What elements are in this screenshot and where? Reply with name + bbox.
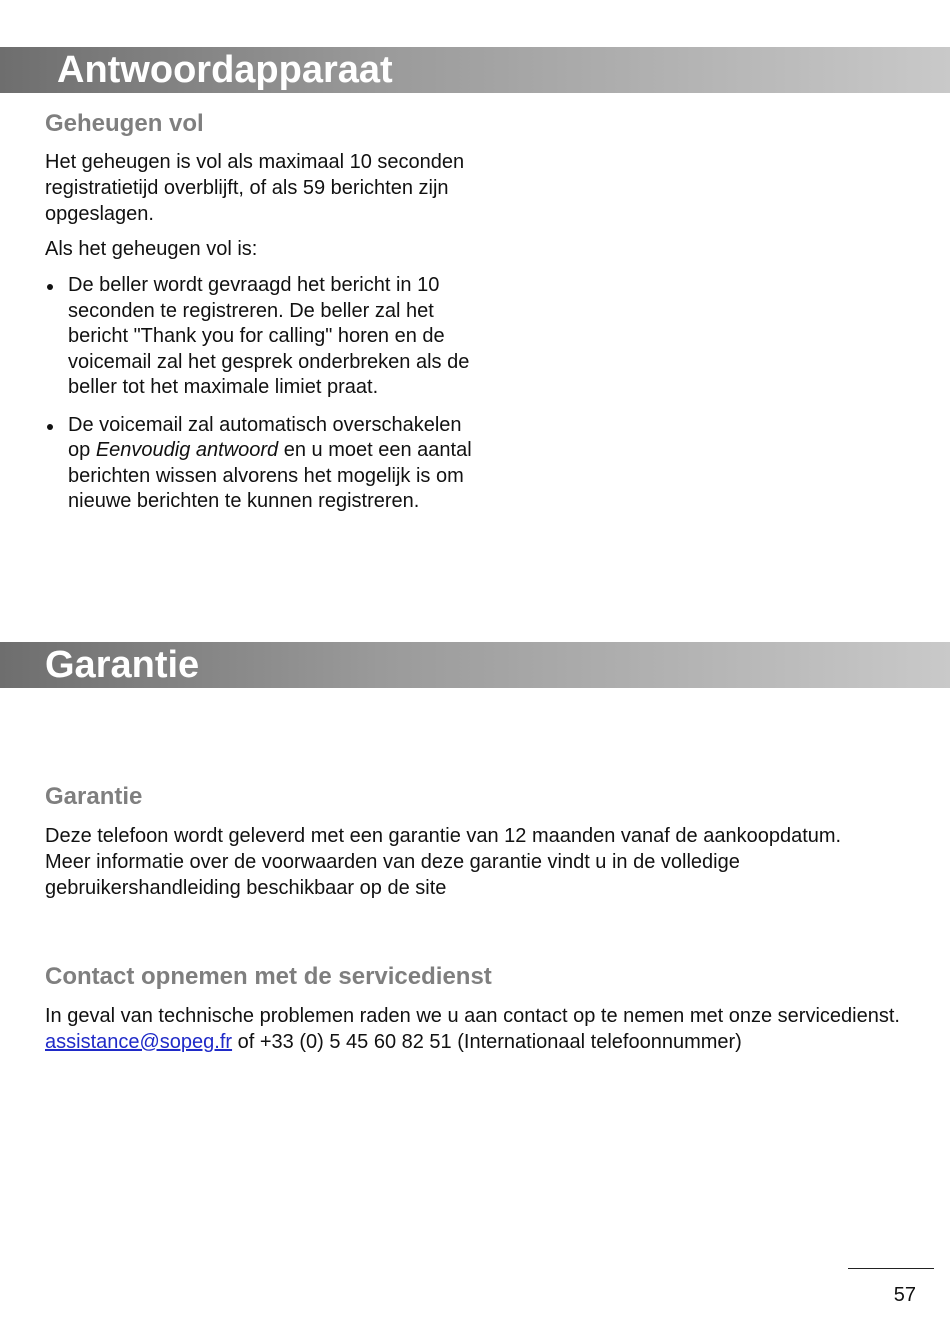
section-banner-garantie: [0, 642, 950, 688]
intro-paragraph: Het geheugen is vol als maximaal 10 seconden registratietijd overblijft, of als 59 berichten zijn opgeslagen.: [45, 151, 465, 225]
garantie-paragraph: [45, 823, 905, 901]
contact-text-before: In geval van technische problemen raden we u aan contact op te nemen met onze servicedienst.: [45, 1005, 900, 1027]
heading-garantie: Garantie: [45, 783, 143, 810]
contact-text-after: of +33 (0) 5 45 60 82 51 (Internationaal telefoonnummer): [232, 1031, 742, 1053]
garantie-line-1: Deze telefoon wordt geleverd met een garantie van 12 maanden vanaf de aankoopdatum.: [45, 825, 842, 847]
heading-geheugen-vol: Geheugen vol: [45, 110, 204, 137]
heading-contact: Contact opnemen met de servicedienst: [45, 963, 492, 990]
bullet-text-italic: Eenvoudig antwoord: [95, 439, 279, 461]
bullet-text: De beller wordt gevraagd het bericht in 10 seconden te registreren. De beller zal het bericht "Thank you for calling" horen en de voicemail zal het gesprek onderbreken als de beller tot het maximale limiet praat.: [68, 274, 470, 398]
list-item: [45, 273, 475, 401]
page-number: 57: [893, 1284, 916, 1306]
contact-paragraph: [45, 1003, 905, 1055]
email-link[interactable]: assistance@sopeg.fr: [45, 1031, 233, 1053]
footer-divider: [848, 1268, 934, 1269]
banner-title: Garantie: [45, 644, 200, 686]
garantie-line-2: Meer informatie over de voorwaarden van deze garantie vindt u in de volledige gebruikershandleiding beschikbaar op de site: [45, 851, 740, 899]
bullet-dot-icon: [47, 284, 53, 290]
section-banner-antwoordapparaat: [0, 47, 950, 93]
banner-title: Antwoordapparaat: [57, 49, 393, 91]
lead-paragraph: Als het geheugen vol is:: [45, 238, 258, 260]
bullet-text-after: en u moet een aantal berichten wissen alvorens het mogelijk is om nieuwe berichten te kunnen registreren.: [68, 439, 472, 512]
list-item: [45, 413, 475, 515]
bullet-dot-icon: [47, 424, 53, 430]
bullet-list: [45, 273, 475, 527]
bullet-text-before: De voicemail zal automatisch overschakelen op: [68, 413, 462, 461]
